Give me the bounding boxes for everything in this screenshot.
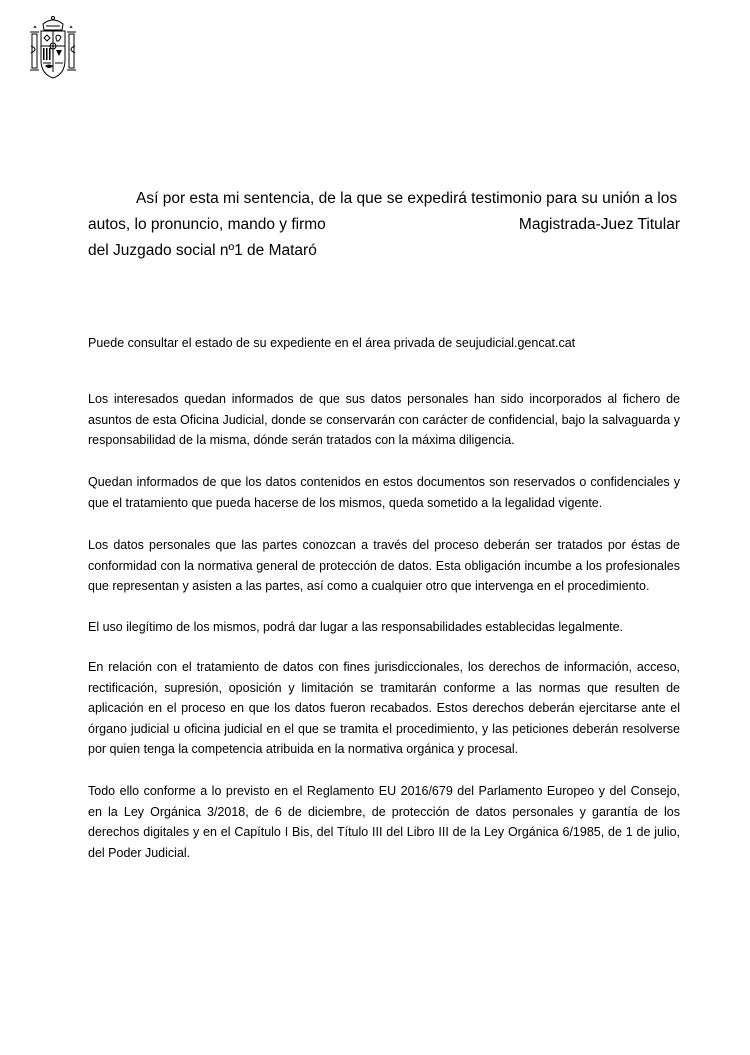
sentence-closing-paragraph — [88, 186, 680, 264]
notice-illegitimate-use: El uso ilegítimo de los mismos, podrá dar lugar a las responsabilidades establecidas legalmente. — [88, 620, 624, 634]
notice-data-confidential: Quedan informados de que los datos contenidos en estos documentos son reservados o confidenciales y que el tratamiento que pueda hacerse de los mismos, queda sometido a la legalidad vigente. — [88, 475, 680, 510]
sentence-line-2: autos, lo pronuncio, mando y firmo — [88, 216, 326, 233]
notice-legal-basis: Todo ello conforme a lo previsto en el Reglamento EU 2016/679 del Parlamento Europeo y del Consejo, en la Ley Orgánica 3/2018, de 6 de diciembre, de protección de datos personales y garantía de los derechos digitales y en el Capítulo I Bis, del Título III del Libro III de la Ley Orgánica 6/1985, de 1 de julio, del Poder Judicial. — [88, 784, 680, 860]
sentence-line-1: Así por esta mi sentencia, de la que se expedirá testimonio para su unión a los — [136, 190, 678, 207]
notice-data-rights: En relación con el tratamiento de datos con fines jurisdiccionales, los derechos de información, acceso, rectificación, supresión, oposición y limitación se tramitarán conforme a las normas que resulten de aplicación en el proceso en que los datos fueron recabados. Estos derechos deberán ejercitarse ante el órgano judicial u oficina judicial en el que se tramita el procedimiento, y las peticiones deberán resolverse por quien tenga la competencia atribuida en la normativa orgánica y procesal. — [88, 660, 680, 757]
coat-of-arms-icon — [28, 14, 78, 84]
notice-parties-obligation: Los datos personales que las partes conozcan a través del proceso deberán ser tratados por éstas de conformidad con la normativa general de protección de datos. Esta obligación incumbe a los profesionales que representan y asisten a las partes, así como a cualquier otro que intervenga en el procedimiento. — [88, 538, 680, 594]
notice-portal-link: Puede consultar el estado de su expediente en el área privada de seujudicial.gencat.cat — [88, 336, 576, 350]
notice-data-incorporated: Los interesados quedan informados de que sus datos personales han sido incorporados al fichero de asuntos de esta Oficina Judicial, donde se conservarán con carácter de confidencial, bajo la salvaguarda y responsabilidad de la misma, dónde serán tratados con la máxima diligencia. — [88, 392, 680, 448]
judge-title: Magistrada-Juez Titular — [518, 216, 680, 233]
court-name: del Juzgado social nº1 de Mataró — [88, 242, 317, 259]
